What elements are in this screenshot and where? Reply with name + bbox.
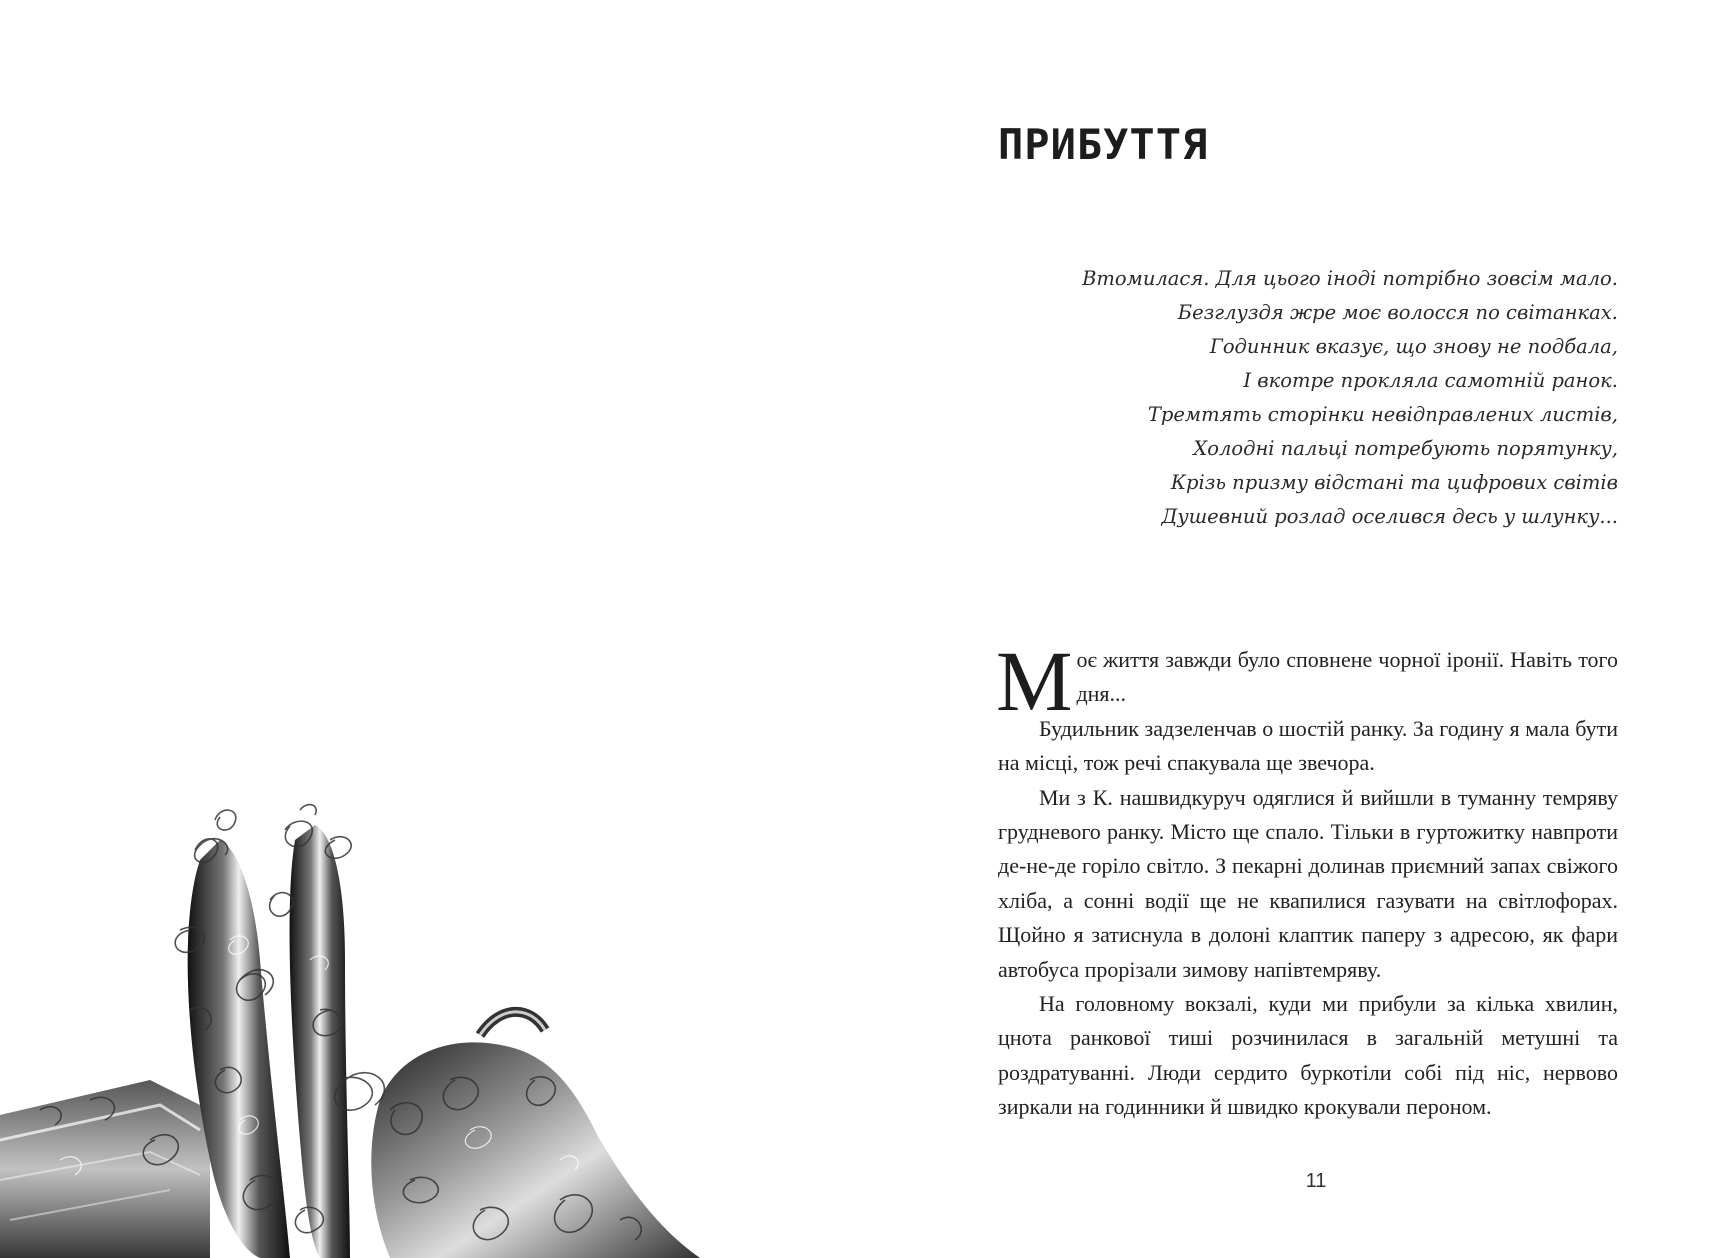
body-paragraph: Ми з К. нашвидкуруч одяглися й вийшли в туманну темряву грудневого ранку. Місто ще спало. Тільки в гуртожитку навпроти де-не-де горіло світло. З пекарні долинав приємний запах свіжого хліба, а сонні водії ще не квапилися газувати на світлофорах. Щойно я затиснула в долоні клаптик паперу з адресою, як фари автобуса прорізали зимову напівтемряву. [998,784,1618,982]
epigraph-line: Крізь призму відстані та цифрових світів [1170,471,1618,494]
chapter-body [996,633,1618,1125]
body-paragraph: На головному вокзалі, куди ми прибули за кілька хвилин, цнота ранкової тиші розчинилася в загальній метушні та роздратуванні. Люди сердито буркотіли собі під ніс, нервово зиркали на годинники й швидко крокували пероном. [998,991,1618,1120]
paragraph-text: оє життя завжди було сповнене чорної іронії. Навіть того дня... [1076,647,1618,707]
left-page [0,0,856,1258]
epigraph-line: Безглуздя жре моє волосся по світанках. [1177,301,1618,324]
drop-cap: М [996,633,1073,729]
body-paragraph [996,633,1618,729]
epigraph-line: Душевний розлад оселився десь у шлунку... [1161,505,1618,528]
page-number: 11 [1305,1170,1327,1192]
chapter-title: ПРИБУТТЯ [998,120,1209,169]
epigraph-line: Холодні пальці потребують порятунку, [1193,437,1618,460]
right-page [856,0,1713,1258]
epigraph-line: Годинник вказує, що знову не подбала, [1209,335,1618,358]
epigraph-line: Тремтять сторінки невідправлених листів, [1147,403,1618,426]
epigraph-line: І вкотре прокляла самотній ранок. [1243,369,1618,392]
epigraph-poem [998,262,1618,534]
rabbit-ears-illustration [0,780,720,1258]
body-paragraph: Будильник задзеленчав о шостій ранку. За годину я мала бути на місці, тож речі спакувала ще звечора. [998,715,1618,776]
epigraph-line: Втомилася. Для цього іноді потрібно зовсім мало. [1082,267,1618,290]
